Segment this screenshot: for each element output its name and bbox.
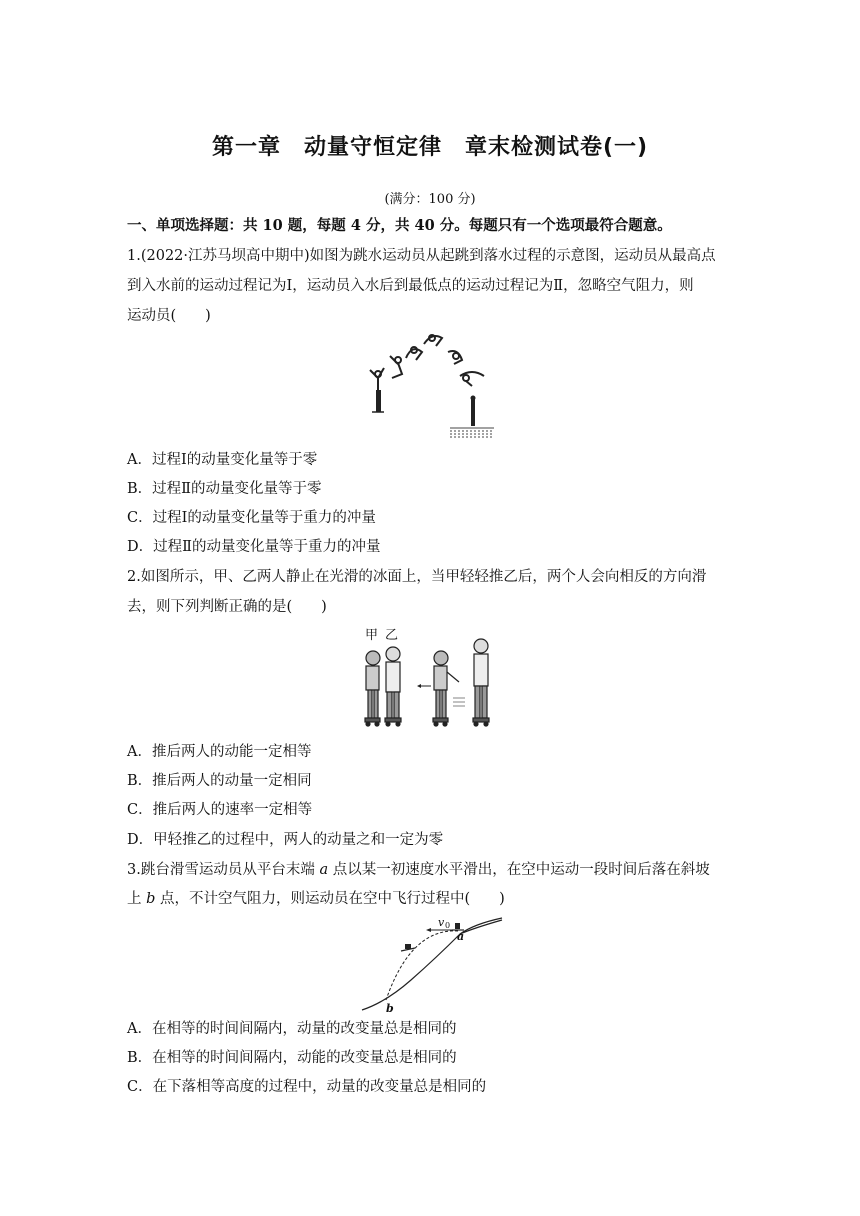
- label-v-subscript: 0: [445, 921, 451, 930]
- skater-yi-before: [385, 647, 401, 726]
- question-2-option-b: B．推后两人的动量一定相同: [127, 773, 312, 789]
- label-jia: 甲: [365, 628, 379, 643]
- diver-entering-water: [471, 396, 476, 427]
- section-heading: 一、单项选择题：共 10 题，每题 4 分，共 40 分。每题只有一个选项最符合题意。: [127, 217, 672, 234]
- question-1-option-a: A．过程Ⅰ的动量变化量等于零: [127, 452, 318, 468]
- ski-slope: [362, 918, 502, 1010]
- question-2-option-d: D．甲轻推乙的过程中，两人的动量之和一定为零: [127, 832, 444, 848]
- diver-pose-5: [448, 351, 462, 364]
- left-arrow-icon: [417, 684, 431, 688]
- skater-jia-before: [365, 651, 380, 726]
- point-b-variable: b: [146, 891, 156, 907]
- motion-lines: [453, 698, 465, 706]
- skater-jia-after: [433, 651, 459, 726]
- score-note: (满分：100 分): [384, 192, 476, 207]
- label-b: b: [386, 1002, 394, 1014]
- diver-pose-1: [370, 368, 384, 390]
- diving-figure: [362, 330, 502, 442]
- question-2-line-2: 去，则下列判断正确的是( ): [127, 599, 327, 615]
- point-a-variable: a: [319, 862, 329, 878]
- diver-pose-4: [424, 335, 442, 346]
- question-1-option-d: D．过程Ⅱ的动量变化量等于重力的冲量: [127, 539, 381, 555]
- question-2-option-c: C．推后两人的速率一定相等: [127, 802, 313, 818]
- question-3-line-1-start: 3.跳台滑雪运动员从平台末端: [127, 862, 320, 878]
- water-surface: [450, 428, 494, 437]
- question-1-line-2: 到入水前的运动过程记为Ⅰ，运动员入水后到最低点的运动过程记为Ⅱ，忽略空气阻力，则: [127, 278, 694, 294]
- flight-trajectory: [386, 931, 458, 1000]
- skier-at-a: [452, 923, 464, 930]
- diver-pose-2: [390, 356, 402, 378]
- question-3-line-2: [127, 889, 737, 909]
- question-3-line-1-end: 点以某一初速度水平滑出，在空中运动一段时间后落在斜坡: [328, 862, 710, 878]
- question-1-line-3: 运动员( ): [127, 308, 211, 324]
- question-3-line-2-end: 点，不计空气阻力，则运动员在空中飞行过程中( ): [155, 891, 505, 907]
- question-3-line-1: [127, 860, 737, 880]
- skaters-figure: [355, 624, 505, 732]
- ski-jump-figure: [356, 914, 506, 1014]
- question-1-option-c: C．过程Ⅰ的动量变化量等于重力的冲量: [127, 510, 376, 526]
- diving-platform: [376, 390, 381, 412]
- skater-yi-after: [473, 639, 489, 726]
- diver-pose-6: [460, 372, 484, 386]
- question-3-line-2-start: 上: [127, 891, 147, 907]
- question-2-line-1: 2.如图所示，甲、乙两人静止在光滑的冰面上，当甲轻轻推乙后，两个人会向相反的方向滑: [127, 569, 707, 585]
- diver-pose-3: [406, 347, 422, 360]
- question-3-option-a: A．在相等的时间间隔内，动量的改变量总是相同的: [127, 1021, 457, 1037]
- question-1-option-b: B．过程Ⅱ的动量变化量等于零: [127, 481, 322, 497]
- question-1-line-1: 1.(2022·江苏马坝高中期中)如图为跳水运动员从起跳到落水过程的示意图，运动员从最高点: [127, 248, 716, 264]
- label-yi: 乙: [385, 628, 399, 643]
- question-3-option-b: B．在相等的时间间隔内，动能的改变量总是相同的: [127, 1050, 457, 1066]
- page-title: 第一章 动量守恒定律 章末检测试卷(一): [211, 135, 649, 160]
- question-3-option-c: C．在下落相等高度的过程中，动量的改变量总是相同的: [127, 1079, 487, 1095]
- label-v: v: [438, 916, 445, 929]
- label-a: a: [457, 930, 465, 943]
- question-2-option-a: A．推后两人的动能一定相等: [127, 744, 312, 760]
